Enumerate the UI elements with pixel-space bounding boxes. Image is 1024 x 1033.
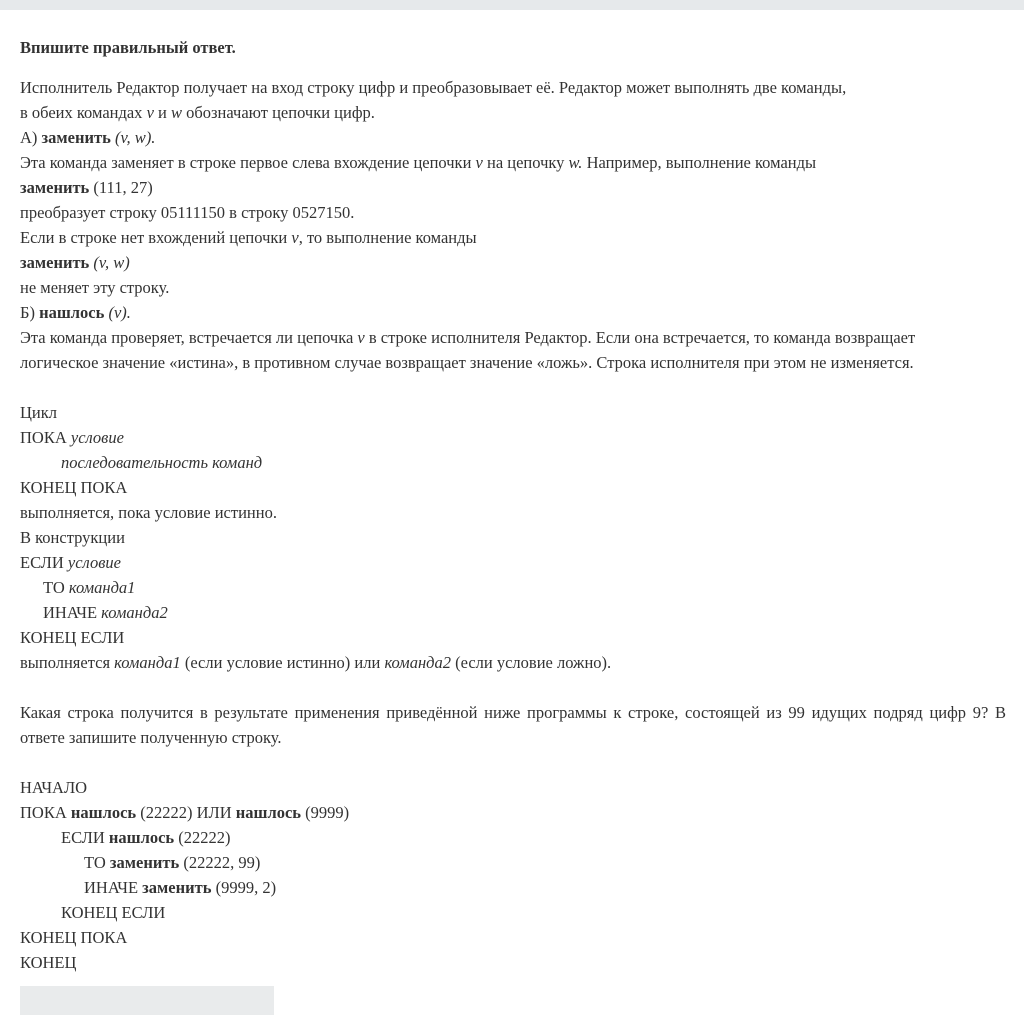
statement-line: Исполнитель Редактор получает на вход строку цифр и преобразовывает её. Редактор может выполнять две команды, [20, 78, 847, 97]
cycle-title: Цикл [20, 403, 57, 422]
if-line: ЕСЛИ условие [20, 553, 121, 572]
statement-line: не меняет эту строку. [20, 278, 170, 297]
statement-line: в обеих командах v и w обозначают цепочки цифр. [20, 103, 375, 122]
statement-line: логическое значение «истина», в противном случае возвращает значение «ложь». Строка исполнителя при этом не изменяется. [20, 353, 914, 372]
program-end-while: КОНЕЦ ПОКА [20, 928, 128, 947]
while-body: последовательность команд [61, 453, 263, 472]
program-end-if: КОНЕЦ ЕСЛИ [61, 903, 166, 922]
program-end: КОНЕЦ [20, 953, 77, 972]
statement-line: выполняется команда1 (если условие истинно) или команда2 (если условие ложно). [20, 653, 612, 672]
end-while: КОНЕЦ ПОКА [20, 478, 128, 497]
program-else: ИНАЧЕ заменить (9999, 2) [84, 878, 277, 897]
command-b-title: Б) нашлось (v). [20, 303, 131, 322]
statement-line: выполняется, пока условие истинно. [20, 503, 277, 522]
statement-line: Если в строке нет вхождений цепочки v, то выполнение команды [20, 228, 477, 247]
statement-line: заменить (v, w) [20, 253, 130, 272]
while-line: ПОКА условие [20, 428, 124, 447]
statement-line: Эта команда проверяет, встречается ли цепочка v в строке исполнителя Редактор. Если она встречается, то команда возвращает [20, 328, 916, 347]
program-then: ТО заменить (22222, 99) [84, 853, 261, 872]
task-heading: Впишите правильный ответ. [20, 38, 236, 57]
program-begin: НАЧАЛО [20, 778, 88, 797]
command-a-title: А) заменить (v, w). [20, 128, 156, 147]
answer-input[interactable] [20, 986, 274, 1015]
example-command: заменить (111, 27) [20, 178, 153, 197]
end-if: КОНЕЦ ЕСЛИ [20, 628, 125, 647]
statement-line: Эта команда заменяет в строке первое слева вхождение цепочки v на цепочку w. Например, выполнение команды [20, 153, 817, 172]
program-while: ПОКА нашлось (22222) ИЛИ нашлось (9999) [20, 803, 350, 822]
then-line: ТО команда1 [43, 578, 136, 597]
top-bar [0, 0, 1024, 10]
else-line: ИНАЧЕ команда2 [43, 603, 168, 622]
question-text: Какая строка получится в результате применения приведённой ниже программы к строке, состоящей из 99 идущих подряд цифр 9? В ответе запишите полученную строку. [20, 703, 1006, 747]
statement-line: преобразует строку 05111150 в строку 0527150. [20, 203, 355, 222]
statement-line: В конструкции [20, 528, 125, 547]
program-if: ЕСЛИ нашлось (22222) [61, 828, 231, 847]
